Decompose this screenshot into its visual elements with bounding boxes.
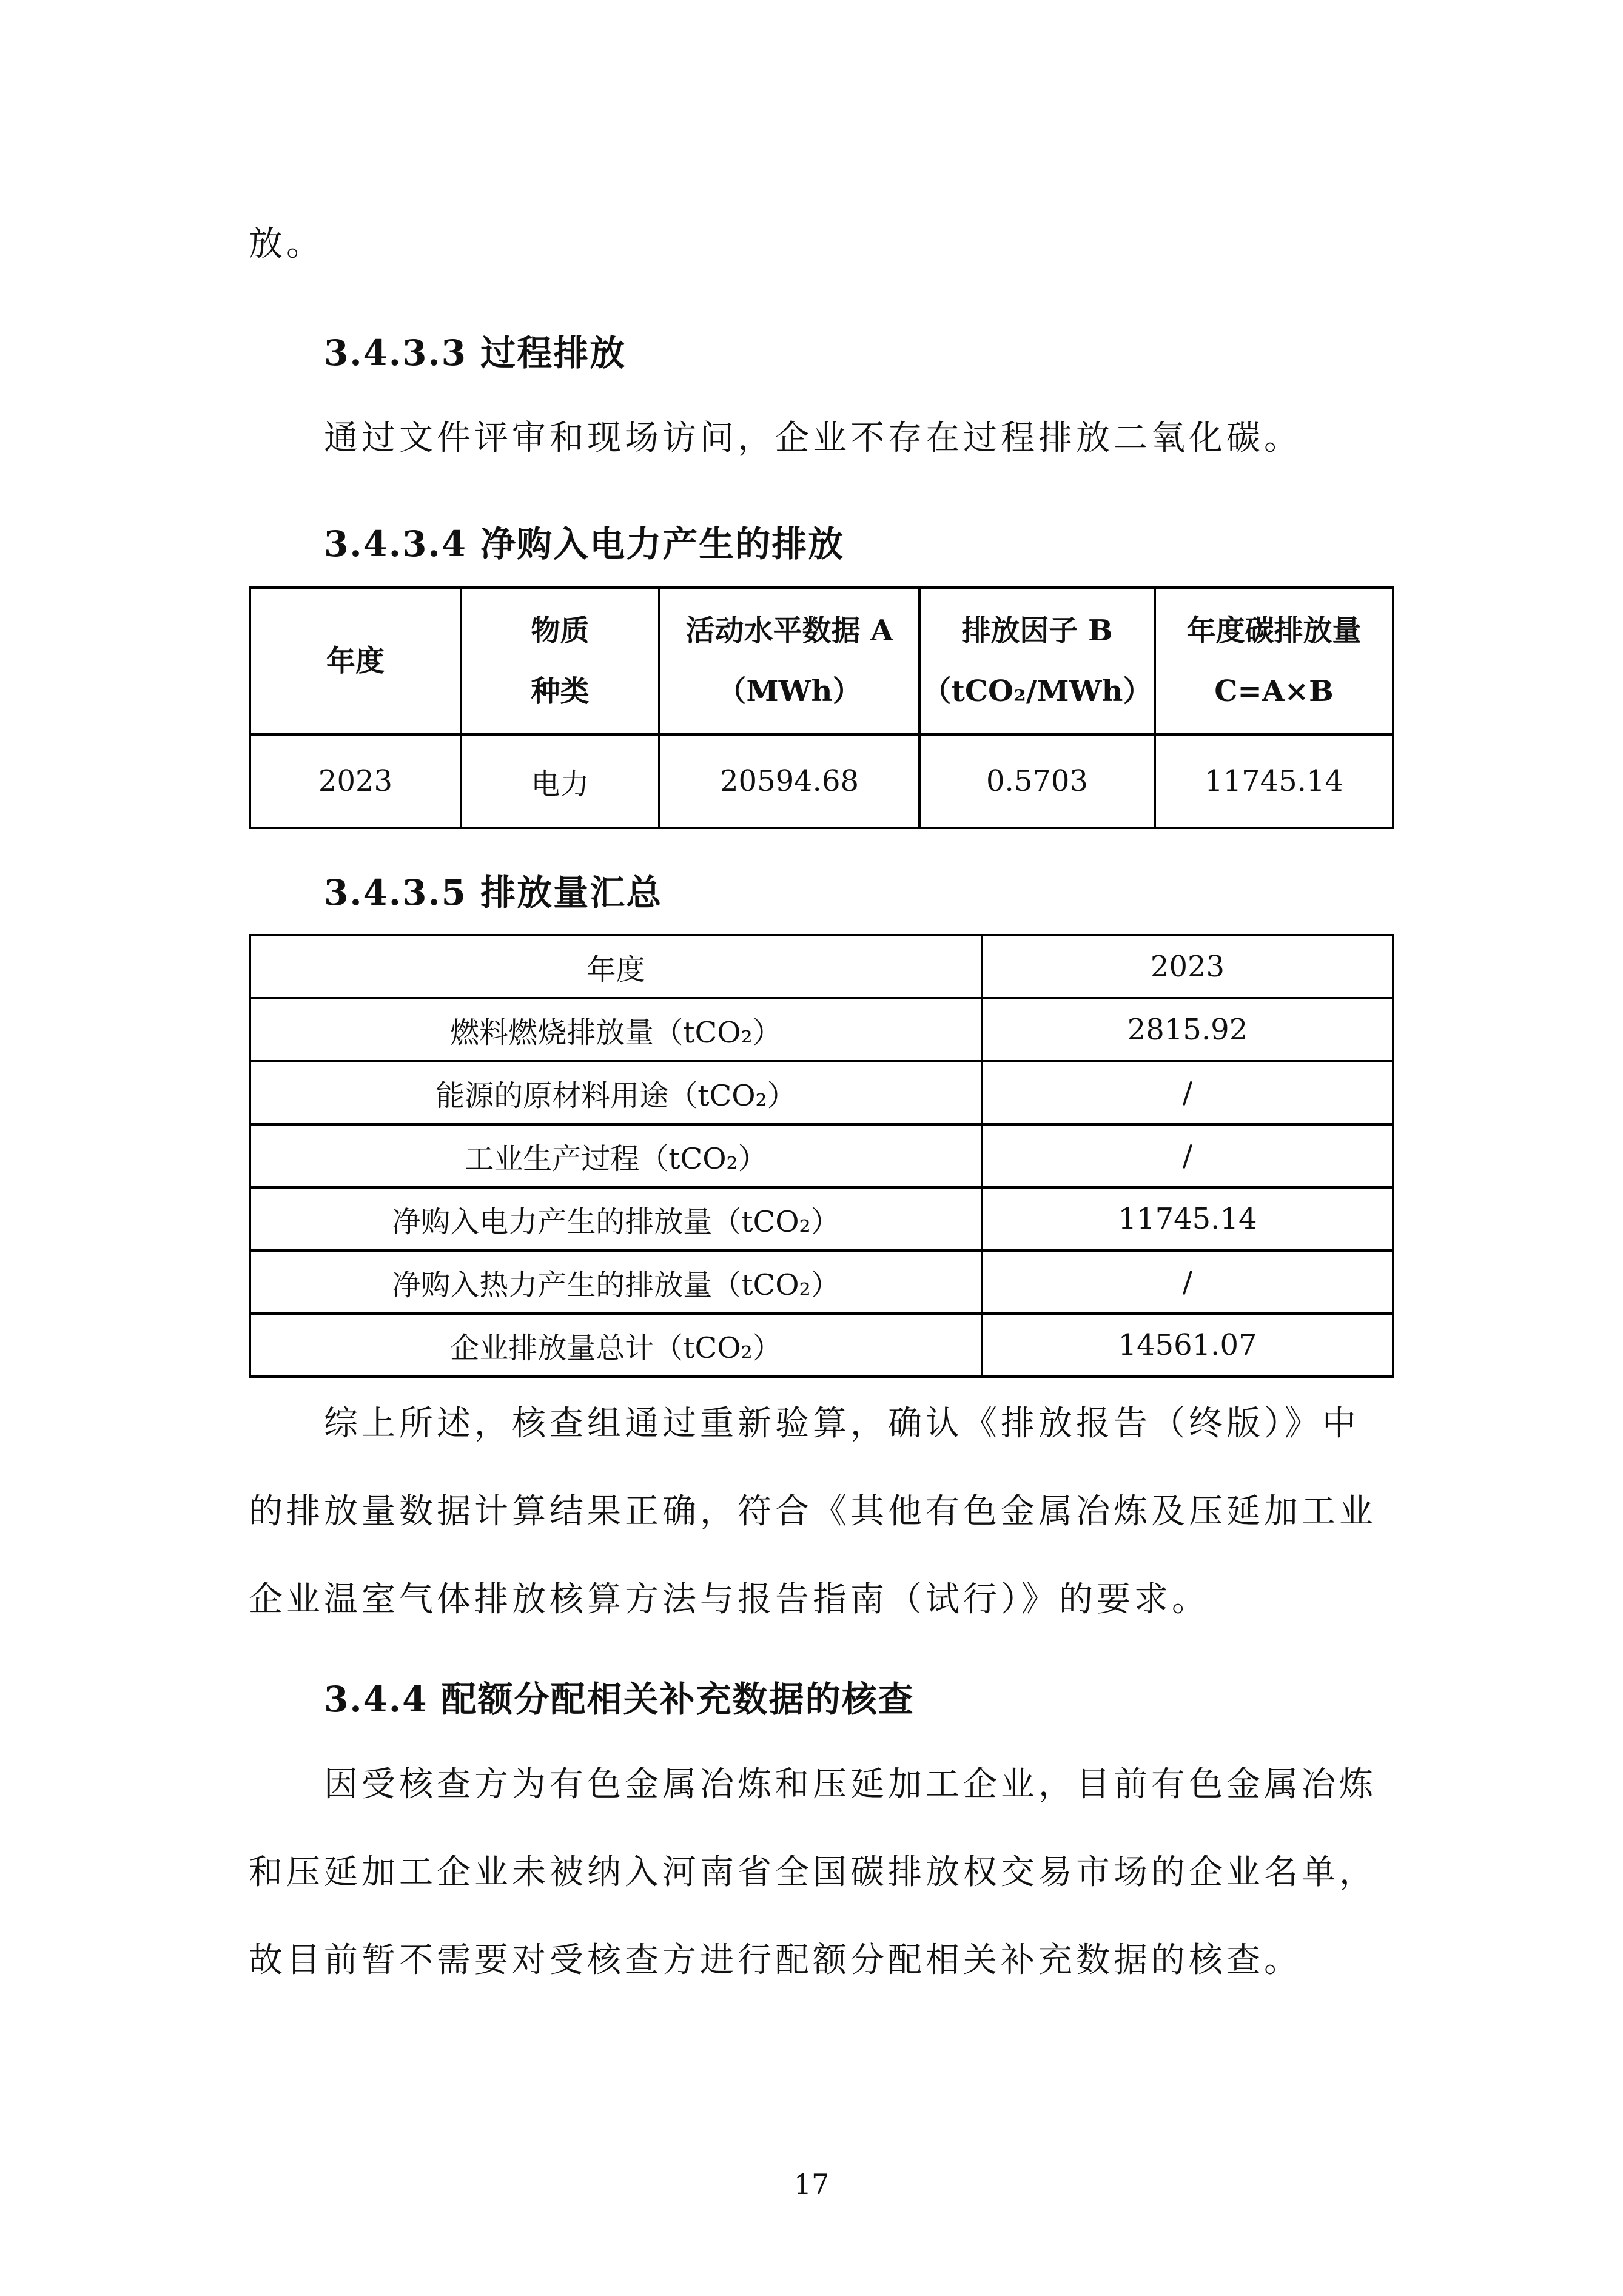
continued-paragraph-end: 放。 xyxy=(249,224,324,264)
conclusion-paragraph: 综上所述，核查组通过重新验算，确认《排放报告（终版）》中的排放量数据计算结果正确，符合《其他有色金属冶炼及压延加工业企业温室气体排放核算方法与报告指南（试行）》的要求。 xyxy=(249,1404,1377,1619)
table-row xyxy=(250,1250,1393,1314)
table-header-row xyxy=(250,588,1393,734)
summary-header-label: 年度 xyxy=(250,935,982,998)
summary-row-label: 企业排放量总计（tCO₂） xyxy=(250,1314,982,1377)
header-year: 年度 xyxy=(250,588,461,734)
cell-year: 2023 xyxy=(250,734,461,828)
summary-row-label: 能源的原材料用途（tCO₂） xyxy=(250,1061,982,1124)
table-row xyxy=(250,1187,1393,1250)
heading-3-4-3-3: 3.4.3.3 过程排放 xyxy=(324,332,627,374)
cell-activity: 20594.68 xyxy=(659,734,919,828)
summary-row-value: 2815.92 xyxy=(982,998,1393,1061)
summary-row-value: 11745.14 xyxy=(982,1187,1393,1250)
heading-3-4-4: 3.4.4 配额分配相关补充数据的核查 xyxy=(324,1679,915,1720)
summary-row-value: / xyxy=(982,1061,1393,1124)
header-emission-factor: 排放因子 B （tCO₂/MWh） xyxy=(919,588,1155,734)
page-number: 17 xyxy=(793,2168,830,2201)
header-annual-emission: 年度碳排放量 C=A×B xyxy=(1155,588,1393,734)
summary-row-label: 燃料燃烧排放量（tCO₂） xyxy=(250,998,982,1061)
table-row xyxy=(250,998,1393,1061)
table-row xyxy=(250,1061,1393,1124)
emission-summary-table xyxy=(249,934,1394,1378)
summary-row-value: / xyxy=(982,1250,1393,1314)
summary-row-label: 工业生产过程（tCO₂） xyxy=(250,1124,982,1187)
quota-data-paragraph: 因受核查方为有色金属冶炼和压延加工企业，目前有色金属冶炼和压延加工企业未被纳入河南省全国碳排放权交易市场的企业名单，故目前暂不需要对受核查方进行配额分配相关补充数据的核查。 xyxy=(249,1765,1377,1980)
table-row xyxy=(250,1124,1393,1187)
summary-header-year: 2023 xyxy=(982,935,1393,998)
electricity-emission-table xyxy=(249,586,1394,829)
summary-row-label: 净购入电力产生的排放量（tCO₂） xyxy=(250,1187,982,1250)
heading-3-4-3-5: 3.4.3.5 排放量汇总 xyxy=(324,872,663,913)
cell-material: 电力 xyxy=(461,734,659,828)
summary-row-label: 净购入热力产生的排放量（tCO₂） xyxy=(250,1250,982,1314)
process-emission-paragraph: 通过文件评审和现场访问，企业不存在过程排放二氧化碳。 xyxy=(324,418,1302,458)
summary-row-value: 14561.07 xyxy=(982,1314,1393,1377)
cell-factor: 0.5703 xyxy=(919,734,1155,828)
summary-row-value: / xyxy=(982,1124,1393,1187)
header-material-type: 物质 种类 xyxy=(461,588,659,734)
summary-header-row xyxy=(250,935,1393,998)
table-row xyxy=(250,734,1393,828)
cell-emission: 11745.14 xyxy=(1155,734,1393,828)
heading-3-4-3-4: 3.4.3.4 净购入电力产生的排放 xyxy=(324,523,845,565)
table-row xyxy=(250,1314,1393,1377)
header-activity-data: 活动水平数据 A （MWh） xyxy=(659,588,919,734)
